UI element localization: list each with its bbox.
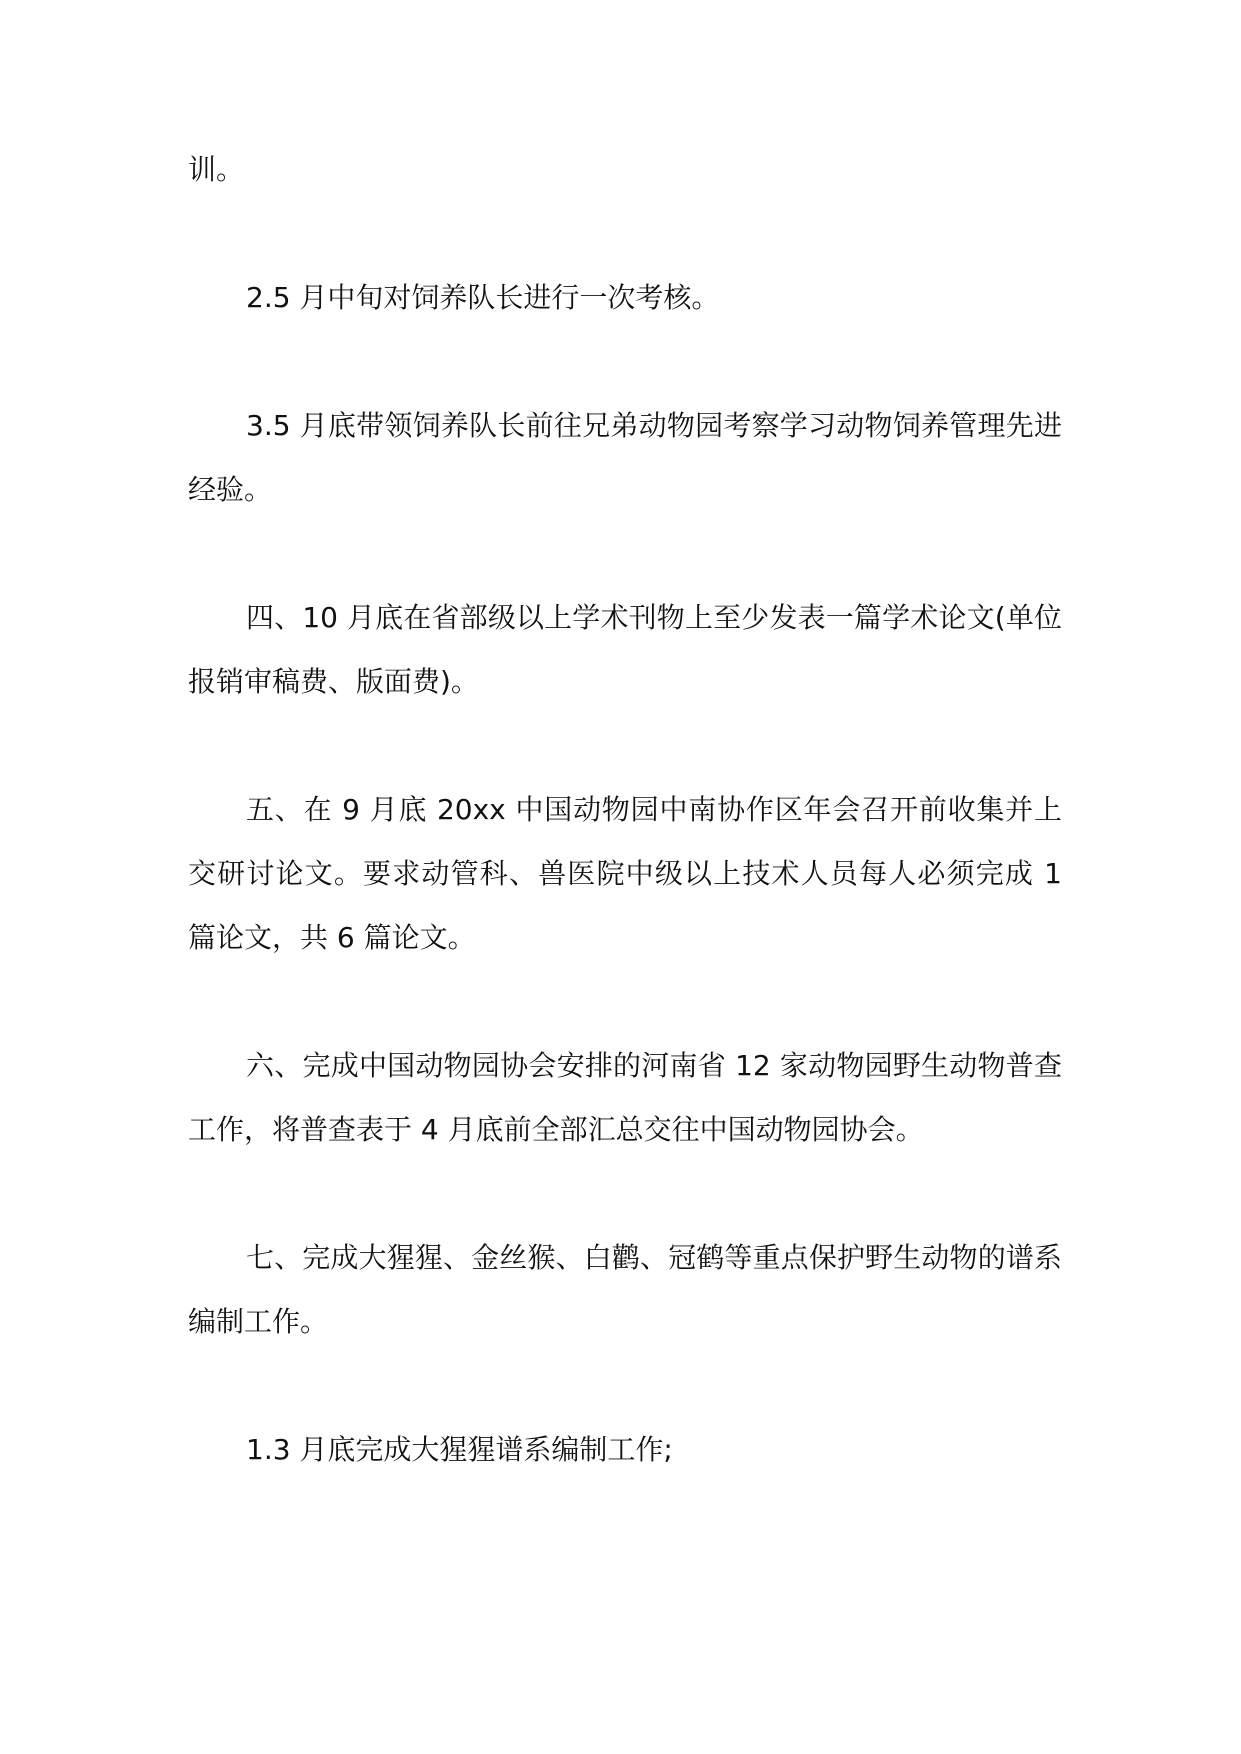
paragraph-7: 七、完成大猩猩、金丝猴、白鹳、冠鹤等重点保护野生动物的谱系编制工作。: [188, 1241, 1062, 1338]
paragraph-5: 五、在 9 月底 20xx 中国动物园中南协作区年会召开前收集并上交研讨论文。要求动管科、兽医院中级以上技术人员每人必须完成 1 篇论文，共 6 篇论文。: [188, 793, 1062, 954]
paragraph-spacer: [188, 202, 1062, 266]
paragraph-2: 2.5 月中旬对饲养队长进行一次考核。: [246, 281, 720, 314]
document-body: [188, 138, 1062, 1482]
paragraph-8: 1.3 月底完成大猩猩谱系编制工作;: [246, 1433, 673, 1466]
paragraph-4: 四、10 月底在省部级以上学术刊物上至少发表一篇学术论文(单位报销审稿费、版面费)。: [188, 601, 1062, 698]
paragraph-1: 训。: [188, 153, 245, 186]
paragraph-spacer: [188, 714, 1062, 778]
paragraph-spacer: [188, 970, 1062, 1034]
paragraph-spacer: [188, 330, 1062, 394]
paragraph-6: 六、完成中国动物园协会安排的河南省 12 家动物园野生动物普查工作，将普查表于 4 月底前全部汇总交往中国动物园协会。: [188, 1049, 1062, 1146]
paragraph-spacer: [188, 522, 1062, 586]
paragraph-spacer: [188, 1354, 1062, 1418]
paragraph-3: 3.5 月底带领饲养队长前往兄弟动物园考察学习动物饲养管理先进经验。: [188, 409, 1062, 506]
paragraph-spacer: [188, 1162, 1062, 1226]
